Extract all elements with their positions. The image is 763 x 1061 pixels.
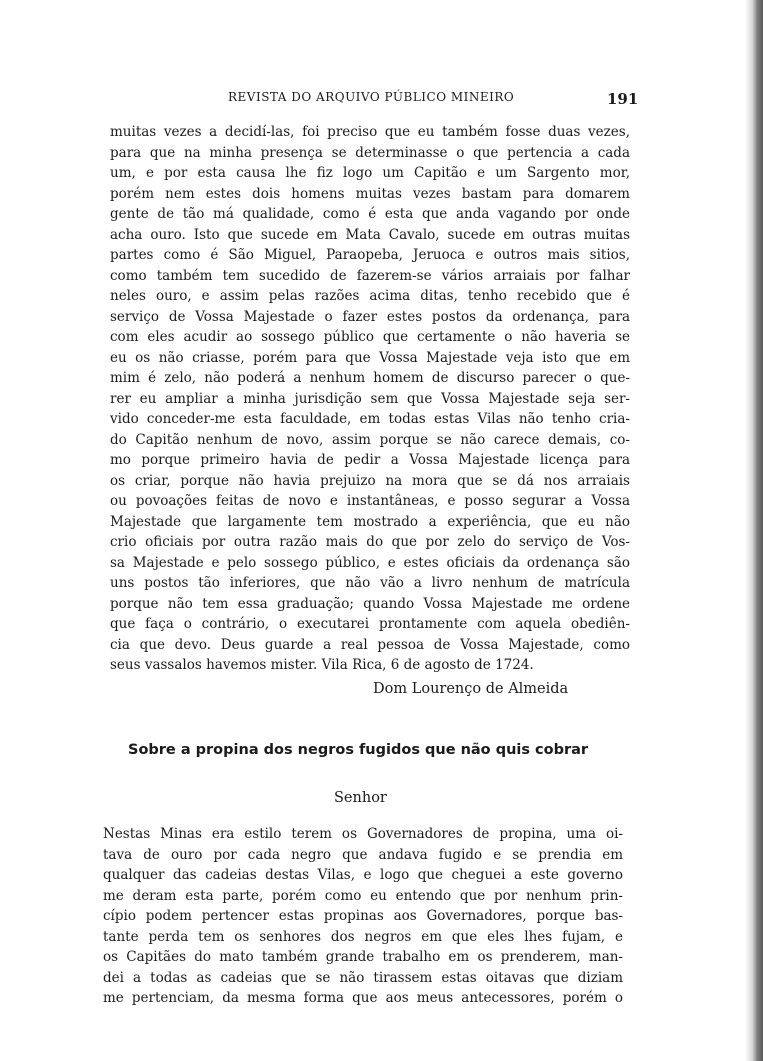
letter-body (110, 122, 630, 676)
text-line: porque não tem essa graduação; quando Vossa Majestade me ordene (110, 595, 630, 612)
text-line: sa Majestade e pelo sossego público, e estes oficiais da ordenança são (110, 554, 630, 571)
text-line: rer eu ampliar a minha jurisdição sem que Vossa Majestade seja ser- (110, 390, 630, 407)
text-line: os Capitães do mato também grande trabalho em os prenderem, man- (103, 949, 623, 965)
text-line: do Capitão nenhum de novo, assim porque se não carece demais, co- (110, 431, 630, 448)
text-line: tava de ouro por cada negro que andava fugido e se prendia em (103, 846, 623, 863)
text-line: porém nem estes dois homens muitas vezes bastam para domarem (110, 185, 630, 202)
text-line: gente de tão má qualidade, como é esta que anda vagando por onde (110, 206, 630, 222)
text-line: mim é zelo, não poderá a nenhum homem de discurso parecer o que- (110, 370, 630, 386)
text-line: com eles acudir ao sossego público que certamente o não haveria se (110, 329, 630, 345)
running-header: REVISTA DO ARQUIVO PÚBLICO MINEIRO (228, 90, 515, 104)
text-line: mo porque primeiro havia de pedir a Vossa Majestade licença para (110, 452, 630, 468)
section-body (103, 824, 623, 1009)
text-line: vido conceder-me esta faculdade, em todas estas Vilas não tenho cria- (110, 411, 630, 427)
text-line: neles ouro, e assim pelas razões acima ditas, tenho recebido que é (110, 288, 630, 304)
text-line: me pertenciam, da mesma forma que aos meus antecessores, porém o (103, 990, 623, 1006)
text-line: para que na minha presença se determinasse o que pertencia a cada (110, 144, 630, 161)
salutation: Senhor (334, 790, 387, 806)
text-line: uns postos tão inferiores, que não vão a livro nenhum de matrícula (110, 575, 630, 591)
section-title: Sobre a propina dos negros fugidos que não quis cobrar (128, 742, 589, 758)
text-line: cia que devo. Deus guarde a real pessoa de Vossa Majestade, como (110, 636, 630, 653)
text-line: eu os não criasse, porém para que Vossa Majestade veja isto que em (110, 349, 630, 366)
text-line: ou povoações feitas de novo e instantâneas, e posso segurar a Vossa (110, 493, 630, 509)
text-line: crio oficiais por outra razão mais do que por zelo do serviço de Vos- (110, 534, 630, 550)
text-line: qualquer das cadeias destas Vilas, e logo que cheguei a este governo (103, 867, 623, 883)
signature: Dom Lourenço de Almeida (373, 681, 569, 697)
text-line: os criar, porque não havia prejuizo na mora que se dá nos arraiais (110, 472, 630, 489)
text-line: dei a todas as cadeias que se não tirassem estas oitavas que diziam (103, 969, 623, 986)
text-line: partes como é São Miguel, Paraopeba, Jeruoca e outros mais sitios, (110, 247, 630, 263)
text-line: me deram esta parte, porém como eu entendo que por nenhum prin- (103, 887, 623, 904)
text-line: um, e por esta causa lhe fiz logo um Capitão e um Sargento mor, (110, 165, 630, 181)
text-line: cípio podem pertencer estas propinas aos Governadores, porque bas- (103, 908, 623, 924)
text-line: tante perda tem os senhores dos negros em que eles lhes fujam, e (103, 928, 623, 945)
text-line: serviço de Vossa Majestade o fazer estes postos da ordenança, para (110, 308, 630, 325)
text-line: acha ouro. Isto que sucede em Mata Cavalo, sucede em outras muitas (110, 226, 630, 243)
page-number: 191 (607, 90, 639, 108)
page-edge-shadow (745, 0, 763, 1061)
text-line: muitas vezes a decidí-las, foi preciso que eu também fosse duas vezes, (110, 124, 630, 140)
text-line: como também tem sucedido de fazerem-se vários arraiais por falhar (110, 267, 630, 284)
text-line: seus vassalos havemos mister. Vila Rica, 6 de agosto de 1724. (110, 657, 534, 673)
text-line: Majestade que largamente tem mostrado a experiência, que eu não (110, 513, 630, 530)
text-line: que faça o contrário, o executarei prontamente com aquela obediên- (110, 616, 630, 632)
text-line: Nestas Minas era estilo terem os Governadores de propina, uma oi- (103, 826, 623, 842)
